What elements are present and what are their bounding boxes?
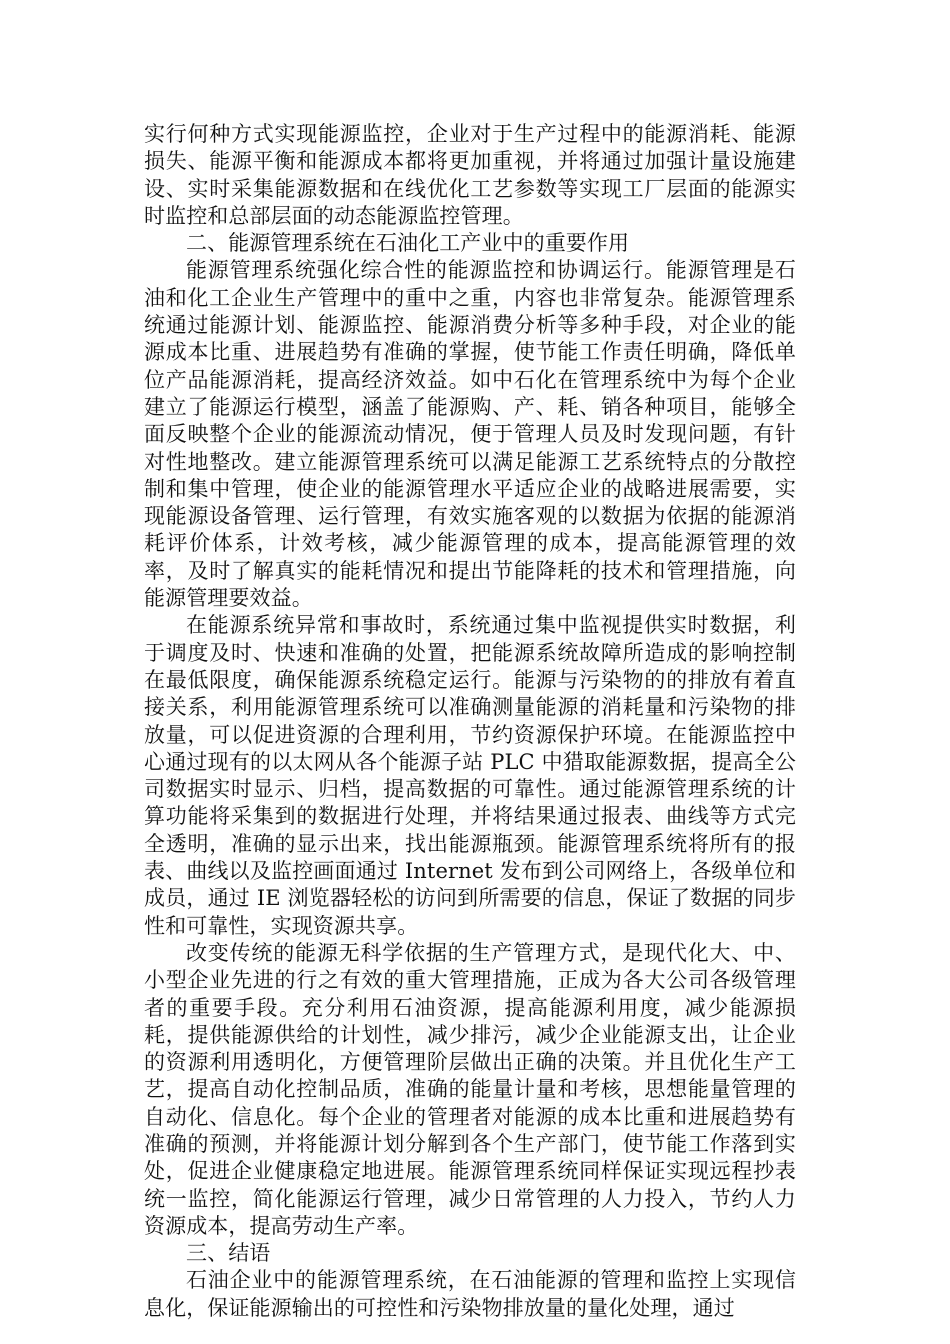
paragraph-management-change: 改变传统的能源无科学依据的生产管理方式，是现代化大、中、小型企业先进的行之有效的重大管理措施，正成为各大公司各级管理者的重要手段。充分利用石油资源，提高能源利用度，减少能源损耗，提供能源供给的计划性，减少排污，减少企业能源支出，让企业的资源利用透明化，方便管理阶层做出正确的决策。并且优化生产工艺，提高自动化控制品质，准确的能量计量和考核，思想能量管理的自动化、信息化。每个企业的管理者对能源的成本比重和进展趋势有准确的预测，并将能源计划分解到各个生产部门，使节能工作落到实处，促进企业健康稳定地进展。能源管理系统同样保证实现远程抄表统一监控，简化能源运行管理，减少日常管理的人力投入，节约人力资源成本，提高劳动生产率。 [144, 940, 796, 1238]
document-body [144, 121, 796, 1322]
section-heading-2: 二、能源管理系统在石油化工产业中的重要作用 [186, 231, 630, 256]
paragraph-conclusion: 石油企业中的能源管理系统，在石油能源的管理和监控上实现信息化，保证能源输出的可控性和污染物排放量的量化处理，通过 [144, 1268, 796, 1320]
paragraph-energy-monitoring: 能源管理系统强化综合性的能源监控和协调运行。能源管理是石油和化工企业生产管理中的重中之重，内容也非常复杂。能源管理系统通过能源计划、能源监控、能源消费分析等多种手段，对企业的能源成本比重、进展趋势有准确的掌握，使节能工作责任明确，降低单位产品能源消耗，提高经济效益。如中石化在管理系统中为每个企业建立了能源运行模型，涵盖了能源购、产、耗、销各种项目，能够全面反映整个企业的能源流动情况，便于管理人员及时发现问题，有针对性地整改。建立能源管理系统可以满足能源工艺系统特点的分散控制和集中管理，使企业的能源管理水平适应企业的战略进展需要，实现能源设备管理、运行管理，有效实施客观的以数据为依据的能源消耗评价体系，计效考核，减少能源管理的成本，提高能源管理的效率，及时了解真实的能耗情况和提出节能降耗的技术和管理措施，向能源管理要效益。 [144, 258, 796, 611]
section-heading-3: 三、结语 [186, 1241, 271, 1266]
paragraph-abnormal-events: 在能源系统异常和事故时，系统通过集中监视提供实时数据，利于调度及时、快速和准确的处置，把能源系统故障所造成的影响控制在最低限度，确保能源系统稳定运行。能源与污染物的的排放有着直接关系，利用能源管理系统可以准确测量能源的消耗量和污染物的排放量，可以促进资源的合理利用，节约资源保护环境。在能源监控中心通过现有的以太网从各个能源子站 PLC 中猎取能源数据，提高全公司数据实时显示、归档，提高数据的可靠性。通过能源管理系统的计算功能将采集到的数据进行处理，并将结果通过报表、曲线等方式完全透明，准确的显示出来，找出能源瓶颈。能源管理系统将所有的报表、曲线以及监控画面通过 Internet 发布到公司网络上，各级单位和成员，通过 IE 浏览器轻松的访问到所需要的信息，保证了数据的同步性和可靠性，实现资源共享。 [144, 613, 796, 938]
paragraph-continuation: 实行何种方式实现能源监控，企业对于生产过程中的能源消耗、能源损失、能源平衡和能源成本都将更加重视，并将通过加强计量设施建设、实时采集能源数据和在线优化工艺参数等实现工厂层面的能源实时监控和总部层面的动态能源监控管理。 [144, 122, 796, 228]
